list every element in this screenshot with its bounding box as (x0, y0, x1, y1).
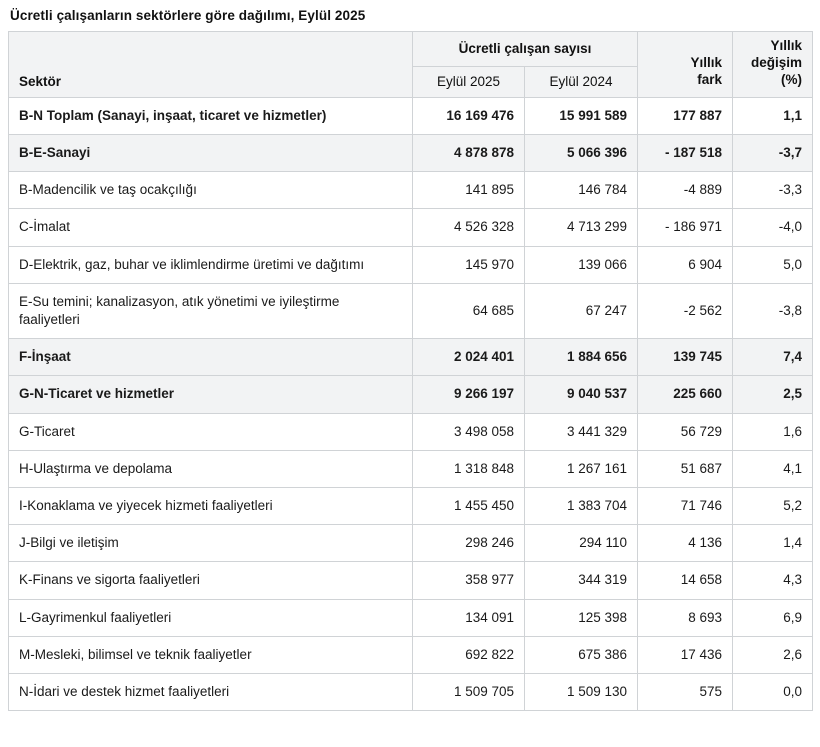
cell-annual-change: 1,4 (733, 525, 813, 562)
cell-sector: D-Elektrik, gaz, buhar ve iklimlendirme üretimi ve dağıtımı (9, 246, 413, 283)
annual-change-line2: değişim (750, 54, 802, 70)
table-row (9, 636, 813, 673)
cell-sep-2025: 3 498 058 (413, 413, 525, 450)
cell-sector: N-İdari ve destek hizmet faaliyetleri (9, 674, 413, 711)
column-header-annual-change (733, 32, 813, 98)
cell-sep-2024: 139 066 (525, 246, 638, 283)
cell-sep-2024: 1 884 656 (525, 339, 638, 376)
cell-annual-difference: 177 887 (638, 97, 733, 134)
cell-sep-2024: 125 398 (525, 599, 638, 636)
cell-annual-change: 1,6 (733, 413, 813, 450)
cell-annual-change: 7,4 (733, 339, 813, 376)
cell-sep-2024: 3 441 329 (525, 413, 638, 450)
cell-sector: H-Ulaştırma ve depolama (9, 450, 413, 487)
cell-annual-difference: -4 889 (638, 172, 733, 209)
cell-sector: M-Mesleki, bilimsel ve teknik faaliyetler (9, 636, 413, 673)
cell-annual-difference: 4 136 (638, 525, 733, 562)
table-row (9, 97, 813, 134)
cell-sep-2024: 1 509 130 (525, 674, 638, 711)
table-row (9, 283, 813, 338)
cell-annual-change: 5,0 (733, 246, 813, 283)
table-row (9, 413, 813, 450)
table-row (9, 599, 813, 636)
cell-sep-2024: 67 247 (525, 283, 638, 338)
column-header-sep-2025: Eylül 2025 (413, 66, 525, 97)
cell-sep-2025: 4 878 878 (413, 134, 525, 171)
table-row (9, 209, 813, 246)
cell-sector: F-İnşaat (9, 339, 413, 376)
cell-annual-difference: 225 660 (638, 376, 733, 413)
page-title: Ücretli çalışanların sektörlere göre dağılımı, Eylül 2025 (10, 8, 366, 23)
table-body (9, 97, 813, 711)
cell-sector: L-Gayrimenkul faaliyetleri (9, 599, 413, 636)
cell-sector: E-Su temini; kanalizasyon, atık yönetimi ve iyileştirme faaliyetleri (9, 283, 413, 338)
cell-sep-2025: 1 455 450 (413, 488, 525, 525)
cell-annual-change: 4,1 (733, 450, 813, 487)
cell-annual-change: 0,0 (733, 674, 813, 711)
cell-sector: C-İmalat (9, 209, 413, 246)
cell-annual-change: -3,3 (733, 172, 813, 209)
cell-annual-difference: - 186 971 (638, 209, 733, 246)
table-row (9, 674, 813, 711)
table-header-row-1 (9, 32, 813, 67)
cell-annual-change: 4,3 (733, 562, 813, 599)
cell-sep-2025: 145 970 (413, 246, 525, 283)
table-row (9, 525, 813, 562)
cell-annual-difference: 8 693 (638, 599, 733, 636)
table-row (9, 134, 813, 171)
cell-sep-2025: 64 685 (413, 283, 525, 338)
cell-annual-change: 2,5 (733, 376, 813, 413)
cell-sep-2025: 4 526 328 (413, 209, 525, 246)
table-row (9, 562, 813, 599)
cell-sep-2024: 675 386 (525, 636, 638, 673)
cell-sector: G-N-Ticaret ve hizmetler (9, 376, 413, 413)
cell-sector: B-N Toplam (Sanayi, inşaat, ticaret ve hizmetler) (9, 97, 413, 134)
table-header (9, 32, 813, 98)
cell-annual-difference: 51 687 (638, 450, 733, 487)
cell-sep-2024: 344 319 (525, 562, 638, 599)
cell-sector: I-Konaklama ve yiyecek hizmeti faaliyetleri (9, 488, 413, 525)
cell-sep-2025: 692 822 (413, 636, 525, 673)
cell-annual-difference: 14 658 (638, 562, 733, 599)
annual-difference-line1: Yıllık (690, 54, 722, 70)
cell-annual-change: -3,8 (733, 283, 813, 338)
cell-annual-difference: 575 (638, 674, 733, 711)
column-header-sector: Sektör (9, 32, 413, 98)
column-header-annual-difference (638, 32, 733, 98)
cell-sep-2025: 9 266 197 (413, 376, 525, 413)
sector-distribution-table (8, 31, 813, 711)
cell-annual-difference: 17 436 (638, 636, 733, 673)
table-row (9, 172, 813, 209)
cell-sep-2024: 9 040 537 (525, 376, 638, 413)
cell-annual-difference: - 187 518 (638, 134, 733, 171)
table-row (9, 246, 813, 283)
table-row (9, 450, 813, 487)
cell-annual-difference: 139 745 (638, 339, 733, 376)
cell-sep-2025: 1 509 705 (413, 674, 525, 711)
cell-sep-2025: 1 318 848 (413, 450, 525, 487)
cell-sep-2024: 5 066 396 (525, 134, 638, 171)
column-header-sep-2024: Eylül 2024 (525, 66, 638, 97)
cell-sep-2025: 16 169 476 (413, 97, 525, 134)
cell-sector: B-Madencilik ve taş ocakçılığı (9, 172, 413, 209)
cell-sep-2025: 298 246 (413, 525, 525, 562)
cell-annual-change: 6,9 (733, 599, 813, 636)
cell-annual-difference: 6 904 (638, 246, 733, 283)
table-row (9, 488, 813, 525)
cell-annual-difference: -2 562 (638, 283, 733, 338)
cell-sep-2024: 146 784 (525, 172, 638, 209)
cell-sep-2024: 1 267 161 (525, 450, 638, 487)
table-row (9, 376, 813, 413)
cell-sector: J-Bilgi ve iletişim (9, 525, 413, 562)
cell-annual-difference: 56 729 (638, 413, 733, 450)
cell-sector: B-E-Sanayi (9, 134, 413, 171)
table-row (9, 339, 813, 376)
annual-change-line3: (%) (781, 71, 802, 87)
annual-difference-line2: fark (697, 71, 722, 87)
column-header-group-employee-count: Ücretli çalışan sayısı (413, 32, 638, 67)
cell-annual-difference: 71 746 (638, 488, 733, 525)
cell-sep-2024: 15 991 589 (525, 97, 638, 134)
cell-sep-2024: 1 383 704 (525, 488, 638, 525)
cell-annual-change: 1,1 (733, 97, 813, 134)
cell-sep-2025: 358 977 (413, 562, 525, 599)
cell-sep-2025: 2 024 401 (413, 339, 525, 376)
cell-annual-change: -4,0 (733, 209, 813, 246)
cell-sector: G-Ticaret (9, 413, 413, 450)
cell-sep-2024: 294 110 (525, 525, 638, 562)
cell-sep-2024: 4 713 299 (525, 209, 638, 246)
annual-change-line1: Yıllık (770, 38, 802, 53)
cell-annual-change: 5,2 (733, 488, 813, 525)
cell-annual-change: 2,6 (733, 636, 813, 673)
cell-sep-2025: 134 091 (413, 599, 525, 636)
cell-sector: K-Finans ve sigorta faaliyetleri (9, 562, 413, 599)
cell-sep-2025: 141 895 (413, 172, 525, 209)
cell-annual-change: -3,7 (733, 134, 813, 171)
